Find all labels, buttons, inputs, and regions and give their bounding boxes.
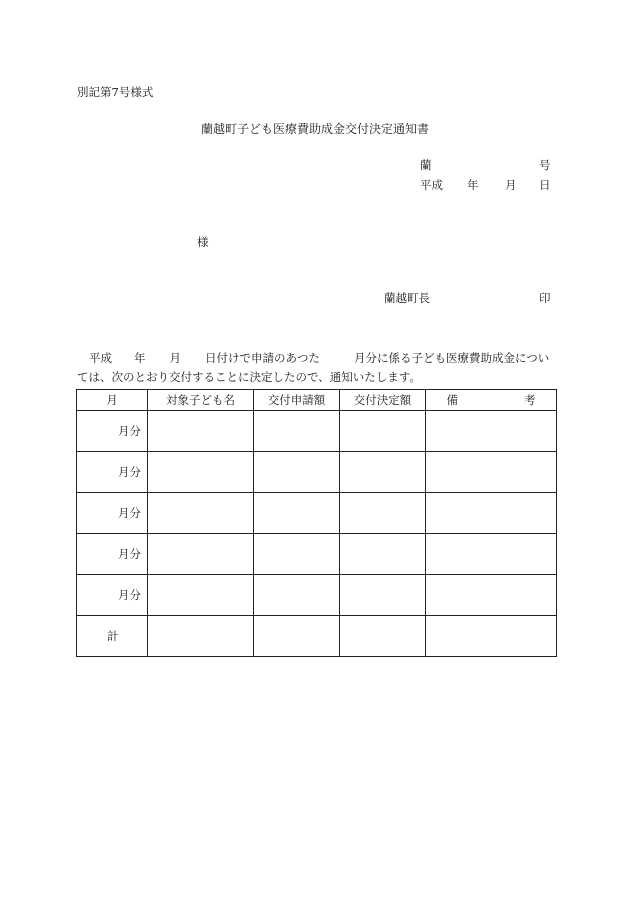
grant-table [76,389,557,657]
remarks-cell [426,575,557,616]
child-name-cell [148,575,254,616]
decided-amount-cell [340,452,426,493]
column-header-child-name: 対象子ども名 [148,390,254,411]
body-line-2: は、次のとおり交付することに決定したので、通知いたします。 [88,370,421,384]
child-name-cell [148,616,254,657]
row-month-label: 月分 [77,452,148,493]
remarks-cell [426,452,557,493]
addressee-honorific: 様 [197,235,209,249]
date-era: 平成 [420,178,443,192]
decided-amount-cell [340,493,426,534]
row-month-label: 月分 [77,493,148,534]
remarks-char-2: 考 [524,393,536,407]
reference-prefix: 蘭 [420,158,432,172]
applied-amount-cell [254,534,340,575]
applied-amount-cell [254,411,340,452]
table-row [77,411,557,452]
decided-amount-cell [340,534,426,575]
child-name-cell [148,493,254,534]
column-header-month: 月 [77,390,148,411]
table-row [77,575,557,616]
row-month-label: 月分 [77,534,148,575]
table-row [77,452,557,493]
body-year: 年 [134,351,146,365]
applied-amount-cell [254,452,340,493]
date-day-label: 日 [539,178,551,192]
decided-amount-cell [340,575,426,616]
form-number: 別記第7号様式 [77,85,154,99]
child-name-cell [148,534,254,575]
date-year-label: 年 [467,178,479,192]
seal-mark: 印 [539,291,551,305]
body-month: 月 [169,351,181,365]
table-total-row [77,616,557,657]
body-date-suffix: 日付けで申請のあつた [205,351,320,365]
applied-amount-cell [254,575,340,616]
remarks-cell [426,616,557,657]
table-row [77,493,557,534]
date-month-label: 月 [505,178,517,192]
applied-amount-cell [254,493,340,534]
column-header-applied-amount: 交付申請額 [254,390,340,411]
child-name-cell [148,411,254,452]
row-month-label: 月分 [77,575,148,616]
remarks-cell [426,493,557,534]
decided-amount-cell [340,616,426,657]
table-row [77,534,557,575]
child-name-cell [148,452,254,493]
issuer-name: 蘭越町長 [384,291,430,305]
reference-suffix: 号 [539,158,551,172]
notice-body [77,349,557,387]
body-period-suffix: 月分に係る子ども医療費助成金について [77,351,550,384]
remarks-cell [426,411,557,452]
total-label: 計 [77,616,148,657]
decided-amount-cell [340,411,426,452]
column-header-decided-amount: 交付決定額 [340,390,426,411]
body-era: 平成 [89,351,112,365]
column-header-remarks [426,390,557,411]
applied-amount-cell [254,616,340,657]
document-title: 蘭越町子ども医療費助成金交付決定通知書 [200,122,429,136]
row-month-label: 月分 [77,411,148,452]
remarks-char-1: 備 [446,393,458,407]
remarks-cell [426,534,557,575]
table-header-row [77,390,557,411]
